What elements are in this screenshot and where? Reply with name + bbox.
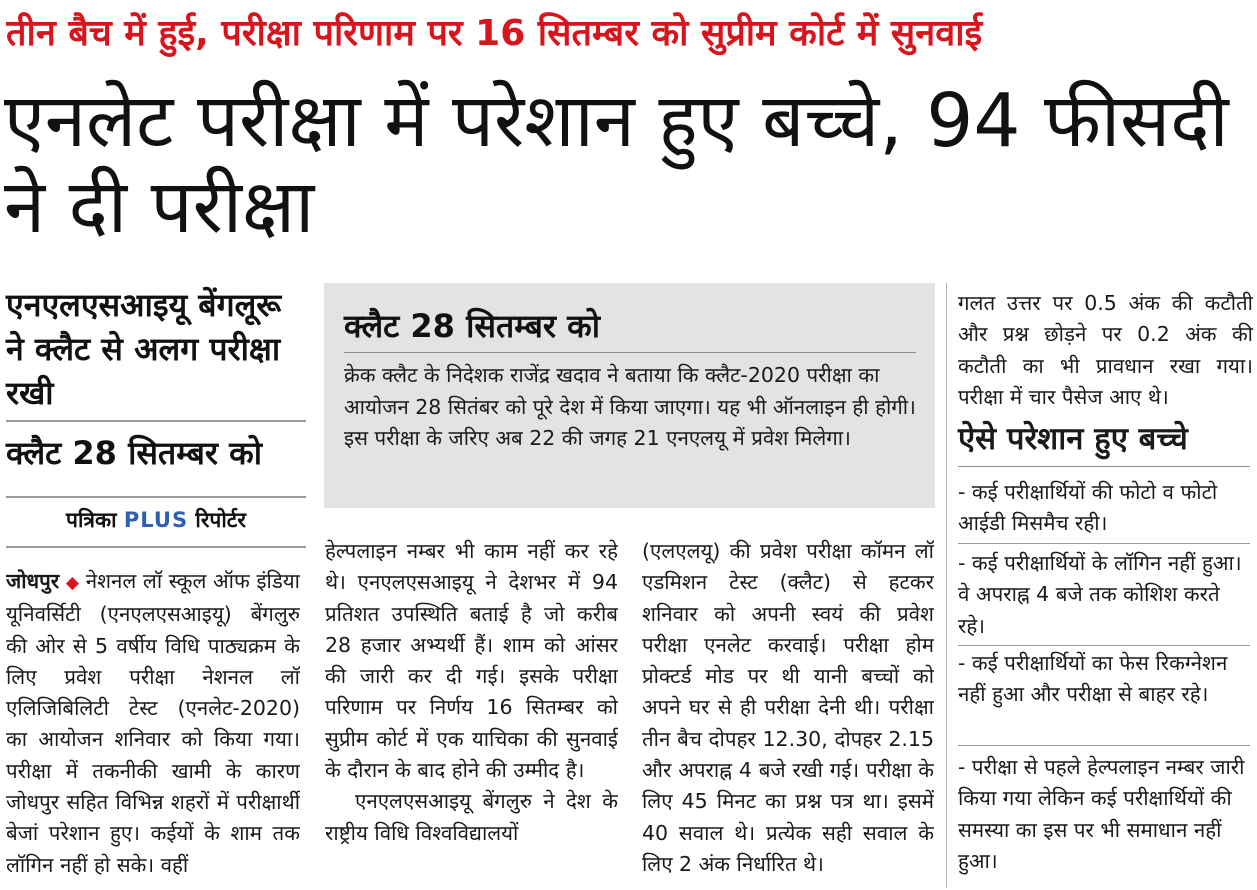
byline xyxy=(6,500,306,540)
column-2-paragraph: हेल्पलाइन नम्बर भी काम नहीं कर रहे थे। एनएलएसआइयू ने देशभर में 94 प्रतिशत उपस्थिति बताई है जो करीब 28 हजार अभ्यर्थी हैं। शाम को आंसर की जारी कर दी गई। इसके परीक्षा परिणाम पर निर्णय 16 सितम्बर को सुप्रीम कोर्ट में एक याचिका की सुनवाई के दौरान के बाद होने की उम्मीद है। xyxy=(325,539,618,783)
divider xyxy=(6,496,306,498)
divider xyxy=(6,546,306,548)
info-box-text: क्रेक क्लैट के निदेशक राजेंद्र खदाव ने बताया कि क्लैट-2020 परीक्षा का आयोजन 28 सितंबर को पूरे देश में किया जाएगा। यह भी ऑनलाइन ही होगी। इस परीक्षा के जरिए अब 22 की जगह 21 एनएलयू में प्रवेश मिलेगा। xyxy=(344,363,916,450)
article-column-1 xyxy=(6,566,300,886)
divider xyxy=(6,420,306,422)
kicker-headline: तीन बैच में हुई, परीक्षा परिणाम पर 16 सितम्बर को सुप्रीम कोर्ट में सुनवाई xyxy=(6,13,983,54)
problem-item: - कई परीक्षार्थियों के लॉगिन नहीं हुआ। वे अपराह्न 4 बजे तक कोशिश करते रहे। xyxy=(958,551,1242,638)
byline-brand: पत्रिका xyxy=(66,508,117,532)
byline-plus-logo: PLUS xyxy=(123,508,189,532)
column-1-text: नेशनल लॉ स्कूल ऑफ इंडिया यूनिवर्सिटी (एनएलएसआइयू) बेंगलुरु की ओर से 5 वर्षीय विधि पाठ्यक्रम के लिए प्रवेश परीक्षा नेशनल लॉ एलिजिबिलिटी टेस्ट (एनलेट-2020) का आयोजन शनिवार को किया गया। परीक्षा में तकनीकी खामी के कारण जोधपुर सहित विभिन्न शहरों में परीक्षार्थी बेजां परेशान हुए। कईयों के शाम तक लॉगिन नहीं हो सके। वहीं xyxy=(6,569,300,877)
right-column-paragraph: गलत उत्तर पर 0.5 अंक की कटौती और प्रश्न छोड़ने पर 0.2 अंक की कटौती का भी प्रावधान रखा गया। परीक्षा में चार पैसेज आए थे। xyxy=(958,291,1253,409)
divider xyxy=(958,466,1250,467)
problem-item: - कई परीक्षार्थियों की फोटो व फोटो आईडी मिसमैच रही। xyxy=(958,480,1218,536)
right-column-heading: ऐसे परेशान हुए बच्चे xyxy=(958,421,1188,457)
dateline-place: जोधपुर xyxy=(6,569,60,593)
divider xyxy=(958,745,1250,746)
article-column-3: (एलएलयू) की प्रवेश परीक्षा कॉमन लॉ एडमिशन टेस्ट (क्लैट) से हटकर शनिवार को अपनी स्वयं की प्रवेश परीक्षा एनलेट करवाई। परीक्षा होम प्रोक्टर्ड मोड पर थी यानी बच्चों को अपने घर से ही परीक्षा देनी थी। परीक्षा तीन बैच दोपहर 12.30, दोपहर 2.15 और अपराह्न 4 बजे रखी गई। परीक्षा के लिए 45 मिनट का प्रश्न पत्र था। इसमें 40 सवाल थे। प्रत्येक सही सवाल के लिए 2 अंक निर्धारित थे। xyxy=(642,539,934,876)
divider xyxy=(958,645,1250,646)
sidebar-subheadline: एनएलएसआइयू बेंगलूरू ने क्लैट से अलग परीक्षा रखी xyxy=(6,286,282,412)
sidebar-subheadline-2: क्लैट 28 सितम्बर को xyxy=(6,434,263,472)
problem-item: - कई परीक्षार्थियों का फेस रिकग्नेशन नहीं हुआ और परीक्षा से बाहर रहे। xyxy=(958,651,1228,707)
column-separator xyxy=(946,283,947,888)
divider xyxy=(344,352,916,353)
info-box-title: क्लैट 28 सितम्बर को xyxy=(344,307,601,345)
article-column-2 xyxy=(325,536,618,886)
main-headline: एनलेट परीक्षा में परेशान हुए बच्चे, 94 फीसदी ने दी परीक्षा xyxy=(4,78,1229,250)
diamond-icon: ◆ xyxy=(65,573,80,593)
byline-role: रिपोर्टर xyxy=(195,508,246,532)
problem-item: - परीक्षा से पहले हेल्पलाइन नम्बर जारी किया गया लेकिन कई परीक्षार्थियों की समस्या का इस पर भी समाधान नहीं हुआ। xyxy=(958,755,1245,873)
column-2-paragraph: एनएलएसआइयू बेंगलुरु ने देश के राष्ट्रीय विधि विश्वविद्यालयों xyxy=(325,789,618,845)
divider xyxy=(958,543,1250,544)
